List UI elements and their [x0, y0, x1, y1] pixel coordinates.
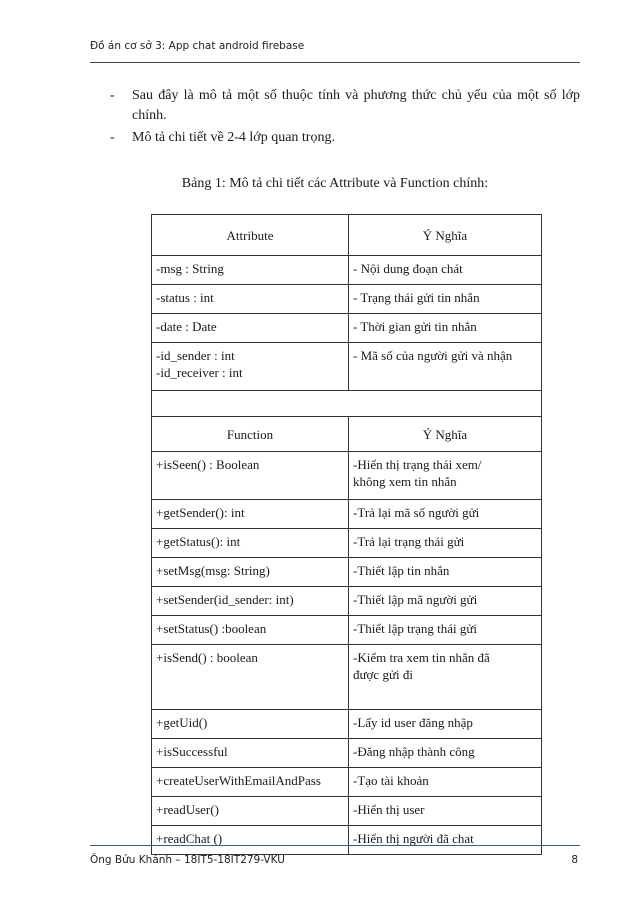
bullet-item: [110, 86, 580, 126]
table-row: [152, 285, 542, 314]
table-row: [152, 343, 542, 391]
bullet-dash: -: [110, 130, 115, 145]
bullet-text: Sau đây là mô tả một số thuộc tính và phương thức chủ yếu của một số lớp chính.: [132, 88, 580, 123]
attribute-cell: -msg : String: [152, 256, 349, 285]
function-cell: +setStatus() :boolean: [152, 616, 349, 645]
table-caption: Bảng 1: Mô tả chi tiết các Attribute và Function chính:: [181, 176, 489, 191]
meaning-cell: -Lấy id user đăng nhập: [349, 710, 542, 739]
header-rule: [90, 62, 580, 63]
function-cell: +getStatus(): int: [152, 529, 349, 558]
table-row: [152, 587, 542, 616]
function-cell: +setMsg(msg: String): [152, 558, 349, 587]
function-cell: +createUserWithEmailAndPass: [152, 768, 349, 797]
bullet-item: [110, 128, 580, 148]
header-meaning: Ý Nghĩa: [349, 215, 542, 256]
meaning-line: -Hiển thị trạng thái xem/: [353, 457, 482, 472]
table-row: [152, 616, 542, 645]
meaning-cell: - Nội dung đoạn chát: [349, 256, 542, 285]
table-row: [152, 768, 542, 797]
function-cell: +getUid(): [152, 710, 349, 739]
table-row: [152, 739, 542, 768]
function-cell: +isSend() : boolean: [152, 645, 349, 710]
meaning-cell: -Thiết lập tin nhắn: [349, 558, 542, 587]
table-row: [152, 452, 542, 500]
table-spacer-row: [152, 391, 542, 417]
page-number: 8: [571, 854, 578, 866]
page-footer-author: Ông Bửu Khánh – 18IT5-18IT279-VKU: [90, 854, 285, 866]
meaning-line: không xem tin nhắn: [353, 474, 457, 489]
attribute-line: -id_receiver : int: [156, 365, 243, 380]
meaning-cell: -Tạo tài khoản: [349, 768, 542, 797]
meaning-line: -Kiểm tra xem tin nhắn đã: [353, 650, 490, 665]
meaning-cell: -Trả lại mã số người gửi: [349, 500, 542, 529]
table-row: [152, 797, 542, 826]
spacer-cell: [152, 391, 542, 417]
attribute-cell: -date : Date: [152, 314, 349, 343]
attribute-function-table: [151, 214, 542, 855]
table-row: [152, 529, 542, 558]
meaning-line: được gửi đi: [353, 667, 413, 682]
bullet-dash: -: [110, 88, 115, 103]
meaning-cell: -Thiết lập trạng thái gửi: [349, 616, 542, 645]
function-cell: +isSuccessful: [152, 739, 349, 768]
table-row: [152, 826, 542, 855]
table-row: [152, 645, 542, 710]
header-attribute: Attribute: [152, 215, 349, 256]
meaning-cell: - Mã số của người gửi và nhận: [349, 343, 542, 391]
bullet-text: Mô tả chi tiết về 2-4 lớp quan trọng.: [132, 130, 335, 145]
header-function: Function: [152, 417, 349, 452]
table-header-row: [152, 417, 542, 452]
table-row: [152, 710, 542, 739]
meaning-cell: -Đăng nhập thành công: [349, 739, 542, 768]
attribute-line: -id_sender : int: [156, 348, 235, 363]
meaning-cell: -Trả lại trạng thái gửi: [349, 529, 542, 558]
page-header: Đồ án cơ sở 3: App chat android firebase: [90, 40, 305, 52]
function-cell: +isSeen() : Boolean: [152, 452, 349, 500]
header-meaning: Ý Nghĩa: [349, 417, 542, 452]
table-row: [152, 256, 542, 285]
attribute-cell: [152, 343, 349, 391]
meaning-cell: -Hiển thị người đã chat: [349, 826, 542, 855]
table-row: [152, 314, 542, 343]
meaning-cell: [349, 452, 542, 500]
function-cell: +readChat (): [152, 826, 349, 855]
table-row: [152, 558, 542, 587]
footer-rule: [90, 845, 580, 846]
meaning-cell: -Hiển thị user: [349, 797, 542, 826]
table-header-row: [152, 215, 542, 256]
function-cell: +setSender(id_sender: int): [152, 587, 349, 616]
attribute-cell: -status : int: [152, 285, 349, 314]
meaning-cell: [349, 645, 542, 710]
function-cell: +readUser(): [152, 797, 349, 826]
meaning-cell: - Trạng thái gửi tin nhắn: [349, 285, 542, 314]
meaning-cell: -Thiết lập mã người gửi: [349, 587, 542, 616]
table-row: [152, 500, 542, 529]
function-cell: +getSender(): int: [152, 500, 349, 529]
meaning-cell: - Thời gian gửi tin nhắn: [349, 314, 542, 343]
